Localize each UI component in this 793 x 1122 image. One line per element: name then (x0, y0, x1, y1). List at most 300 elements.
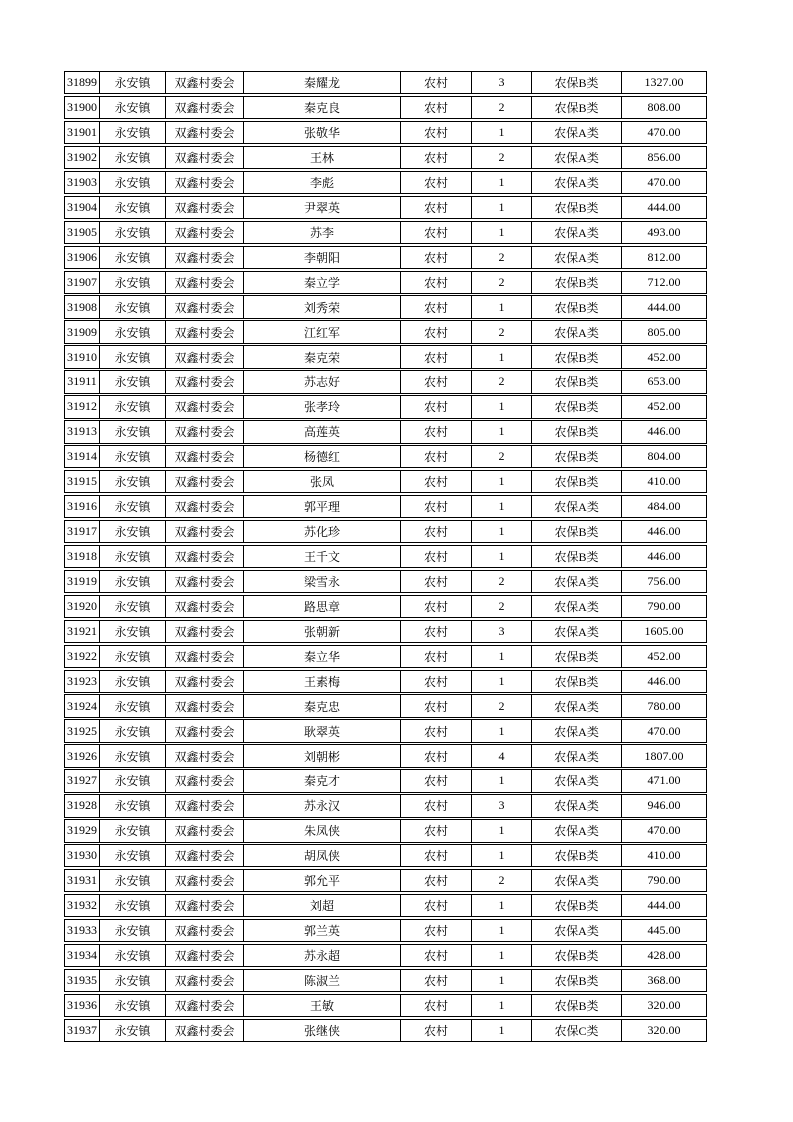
cell-amount: 712.00 (647, 274, 681, 289)
cell-town: 永安镇 (100, 945, 166, 966)
cell-town: 永安镇 (100, 870, 166, 891)
table-row (64, 470, 707, 493)
cell-insurance-class: 农保A类 (532, 571, 622, 592)
cell-insurance-class: 农保A类 (532, 621, 622, 642)
cell-village-committee: 双鑫村委会 (166, 1020, 244, 1041)
cell-person-count: 1 (472, 296, 532, 317)
cell-person-count: 1 (472, 396, 532, 417)
cell-town: 永安镇 (100, 72, 166, 93)
cell-amount: 1807.00 (644, 748, 684, 763)
cell-village-committee: 双鑫村委会 (166, 147, 244, 168)
cell-household-type: 农村 (401, 720, 472, 741)
cell-record-id: 31922 (65, 646, 100, 667)
cell-amount: 780.00 (647, 698, 681, 713)
cell-household-type: 农村 (401, 795, 472, 816)
cell-insurance-class: 农保A类 (532, 920, 622, 941)
cell-insurance-class: 农保A类 (532, 745, 622, 766)
cell-record-id: 31906 (65, 247, 100, 268)
cell-village-committee: 双鑫村委会 (166, 321, 244, 342)
cell-village-committee: 双鑫村委会 (166, 247, 244, 268)
table-row (64, 395, 707, 418)
cell-insurance-class: 农保B类 (532, 396, 622, 417)
cell-village-committee: 双鑫村委会 (166, 222, 244, 243)
table-row (64, 345, 707, 368)
cell-insurance-class: 农保B类 (532, 895, 622, 916)
cell-person-name: 郭兰英 (244, 920, 401, 941)
cell-amount: 446.00 (647, 424, 681, 439)
table-row (64, 320, 707, 343)
cell-person-name: 张孝玲 (244, 396, 401, 417)
cell-household-type: 农村 (401, 870, 472, 891)
table-row (64, 121, 707, 144)
cell-town: 永安镇 (100, 820, 166, 841)
cell-insurance-class: 农保A类 (532, 720, 622, 741)
cell-amount: 756.00 (647, 573, 681, 588)
cell-village-committee: 双鑫村委会 (166, 172, 244, 193)
cell-person-name: 梁雪永 (244, 571, 401, 592)
cell-person-count: 4 (472, 745, 532, 766)
cell-person-name: 张凤 (244, 471, 401, 492)
cell-town: 永安镇 (100, 97, 166, 118)
cell-person-count: 1 (472, 820, 532, 841)
cell-village-committee: 双鑫村委会 (166, 446, 244, 467)
cell-record-id: 31923 (65, 671, 100, 692)
cell-household-type: 农村 (401, 247, 472, 268)
cell-person-count: 1 (472, 995, 532, 1016)
cell-amount: 493.00 (647, 224, 681, 239)
cell-insurance-class: 农保B类 (532, 346, 622, 367)
cell-town: 永安镇 (100, 496, 166, 517)
table-row (64, 295, 707, 318)
cell-insurance-class: 农保B类 (532, 272, 622, 293)
cell-insurance-class: 农保A类 (532, 247, 622, 268)
cell-person-name: 刘秀荣 (244, 296, 401, 317)
cell-insurance-class: 农保B类 (532, 995, 622, 1016)
cell-household-type: 农村 (401, 446, 472, 467)
cell-person-count: 1 (472, 222, 532, 243)
cell-town: 永安镇 (100, 247, 166, 268)
table-row (64, 1019, 707, 1042)
cell-village-committee: 双鑫村委会 (166, 296, 244, 317)
cell-insurance-class: 农保B类 (532, 72, 622, 93)
cell-person-count: 1 (472, 471, 532, 492)
cell-person-name: 王素梅 (244, 671, 401, 692)
cell-amount: 812.00 (647, 249, 681, 264)
table-row (64, 271, 707, 294)
cell-person-count: 2 (472, 272, 532, 293)
table-row (64, 196, 707, 219)
cell-record-id: 31929 (65, 820, 100, 841)
cell-record-id: 31902 (65, 147, 100, 168)
cell-village-committee: 双鑫村委会 (166, 471, 244, 492)
cell-village-committee: 双鑫村委会 (166, 546, 244, 567)
cell-town: 永安镇 (100, 172, 166, 193)
cell-village-committee: 双鑫村委会 (166, 920, 244, 941)
cell-household-type: 农村 (401, 496, 472, 517)
cell-town: 永安镇 (100, 845, 166, 866)
cell-person-name: 高莲英 (244, 421, 401, 442)
cell-person-count: 3 (472, 621, 532, 642)
cell-record-id: 31915 (65, 471, 100, 492)
cell-person-name: 杨德红 (244, 446, 401, 467)
cell-amount: 428.00 (647, 948, 681, 962)
cell-insurance-class: 农保B类 (532, 646, 622, 667)
cell-person-name: 张继侠 (244, 1020, 401, 1041)
cell-amount: 410.00 (647, 848, 681, 863)
cell-person-count: 1 (472, 496, 532, 517)
cell-amount: 446.00 (647, 524, 681, 539)
cell-town: 永安镇 (100, 272, 166, 293)
cell-insurance-class: 农保B类 (532, 371, 622, 392)
cell-record-id: 31927 (65, 770, 100, 791)
table-row (64, 769, 707, 792)
cell-village-committee: 双鑫村委会 (166, 346, 244, 367)
cell-record-id: 31930 (65, 845, 100, 866)
cell-person-count: 1 (472, 172, 532, 193)
cell-person-count: 3 (472, 795, 532, 816)
cell-person-name: 秦克良 (244, 97, 401, 118)
cell-insurance-class: 农保B类 (532, 546, 622, 567)
cell-amount: 410.00 (647, 474, 681, 489)
table-row (64, 869, 707, 892)
cell-person-name: 郭平理 (244, 496, 401, 517)
cell-town: 永安镇 (100, 646, 166, 667)
cell-household-type: 农村 (401, 471, 472, 492)
cell-person-name: 秦克才 (244, 770, 401, 791)
cell-amount: 470.00 (647, 723, 681, 738)
cell-person-count: 1 (472, 521, 532, 542)
cell-household-type: 农村 (401, 272, 472, 293)
cell-village-committee: 双鑫村委会 (166, 820, 244, 841)
cell-town: 永安镇 (100, 1020, 166, 1041)
cell-village-committee: 双鑫村委会 (166, 371, 244, 392)
cell-amount: 470.00 (647, 174, 681, 189)
cell-household-type: 农村 (401, 820, 472, 841)
cell-record-id: 31928 (65, 795, 100, 816)
table-row (64, 595, 707, 618)
cell-insurance-class: 农保A类 (532, 122, 622, 143)
cell-town: 永安镇 (100, 471, 166, 492)
cell-record-id: 31900 (65, 97, 100, 118)
cell-insurance-class: 农保B类 (532, 521, 622, 542)
cell-person-name: 苏志好 (244, 371, 401, 392)
cell-record-id: 31931 (65, 870, 100, 891)
cell-town: 永安镇 (100, 995, 166, 1016)
cell-insurance-class: 农保B类 (532, 197, 622, 218)
cell-village-committee: 双鑫村委会 (166, 745, 244, 766)
cell-household-type: 农村 (401, 995, 472, 1016)
cell-town: 永安镇 (100, 147, 166, 168)
cell-record-id: 31908 (65, 296, 100, 317)
table-row (64, 894, 707, 917)
cell-insurance-class: 农保B类 (532, 845, 622, 866)
cell-amount: 470.00 (647, 125, 681, 140)
cell-record-id: 31916 (65, 496, 100, 517)
cell-record-id: 31907 (65, 272, 100, 293)
cell-village-committee: 双鑫村委会 (166, 571, 244, 592)
cell-village-committee: 双鑫村委会 (166, 795, 244, 816)
cell-person-name: 苏永超 (244, 945, 401, 966)
cell-person-name: 路思章 (244, 596, 401, 617)
cell-village-committee: 双鑫村委会 (166, 72, 244, 93)
cell-town: 永安镇 (100, 770, 166, 791)
cell-amount: 444.00 (647, 898, 681, 913)
cell-village-committee: 双鑫村委会 (166, 496, 244, 517)
cell-person-name: 秦克忠 (244, 695, 401, 716)
cell-amount: 368.00 (647, 972, 681, 987)
cell-village-committee: 双鑫村委会 (166, 770, 244, 791)
cell-person-name: 刘朝彬 (244, 745, 401, 766)
cell-household-type: 农村 (401, 396, 472, 417)
cell-record-id: 31899 (65, 72, 100, 93)
cell-village-committee: 双鑫村委会 (166, 122, 244, 143)
cell-amount: 808.00 (647, 100, 681, 115)
cell-household-type: 农村 (401, 621, 472, 642)
table-row (64, 994, 707, 1017)
cell-person-name: 李彪 (244, 172, 401, 193)
cell-town: 永安镇 (100, 745, 166, 766)
cell-insurance-class: 农保A类 (532, 870, 622, 891)
cell-person-count: 2 (472, 596, 532, 617)
cell-amount: 452.00 (647, 349, 681, 364)
cell-record-id: 31932 (65, 895, 100, 916)
table-row (64, 744, 707, 767)
table-row (64, 520, 707, 543)
cell-record-id: 31901 (65, 122, 100, 143)
cell-record-id: 31905 (65, 222, 100, 243)
cell-person-count: 1 (472, 421, 532, 442)
cell-person-count: 2 (472, 321, 532, 342)
table-row (64, 694, 707, 717)
cell-town: 永安镇 (100, 596, 166, 617)
cell-amount: 790.00 (647, 598, 681, 613)
cell-household-type: 农村 (401, 845, 472, 866)
cell-insurance-class: 农保B类 (532, 945, 622, 966)
cell-person-count: 1 (472, 646, 532, 667)
cell-person-count: 1 (472, 720, 532, 741)
cell-record-id: 31917 (65, 521, 100, 542)
cell-person-count: 2 (472, 571, 532, 592)
cell-town: 永安镇 (100, 571, 166, 592)
table-row (64, 71, 707, 94)
cell-person-name: 李朝阳 (244, 247, 401, 268)
cell-amount: 444.00 (647, 199, 681, 214)
cell-village-committee: 双鑫村委会 (166, 945, 244, 966)
cell-record-id: 31909 (65, 321, 100, 342)
cell-town: 永安镇 (100, 920, 166, 941)
cell-person-count: 2 (472, 247, 532, 268)
cell-person-count: 1 (472, 1020, 532, 1041)
cell-household-type: 农村 (401, 695, 472, 716)
cell-household-type: 农村 (401, 296, 472, 317)
cell-record-id: 31926 (65, 745, 100, 766)
cell-person-count: 2 (472, 695, 532, 716)
cell-village-committee: 双鑫村委会 (166, 272, 244, 293)
cell-village-committee: 双鑫村委会 (166, 845, 244, 866)
cell-town: 永安镇 (100, 621, 166, 642)
cell-person-name: 陈淑兰 (244, 970, 401, 991)
cell-person-count: 2 (472, 97, 532, 118)
cell-insurance-class: 农保A类 (532, 147, 622, 168)
table-row (64, 221, 707, 244)
cell-village-committee: 双鑫村委会 (166, 870, 244, 891)
cell-village-committee: 双鑫村委会 (166, 895, 244, 916)
cell-insurance-class: 农保A类 (532, 770, 622, 791)
cell-village-committee: 双鑫村委会 (166, 671, 244, 692)
cell-household-type: 农村 (401, 97, 472, 118)
cell-person-count: 1 (472, 970, 532, 991)
cell-amount: 1327.00 (644, 75, 684, 90)
cell-amount: 790.00 (647, 873, 681, 888)
cell-person-count: 1 (472, 122, 532, 143)
table-row (64, 495, 707, 518)
cell-household-type: 农村 (401, 596, 472, 617)
cell-household-type: 农村 (401, 546, 472, 567)
cell-household-type: 农村 (401, 521, 472, 542)
cell-record-id: 31933 (65, 920, 100, 941)
cell-village-committee: 双鑫村委会 (166, 621, 244, 642)
cell-person-count: 1 (472, 197, 532, 218)
cell-town: 永安镇 (100, 421, 166, 442)
cell-person-name: 秦耀龙 (244, 72, 401, 93)
cell-household-type: 农村 (401, 122, 472, 143)
table-row (64, 146, 707, 169)
cell-household-type: 农村 (401, 421, 472, 442)
cell-person-name: 王敏 (244, 995, 401, 1016)
cell-town: 永安镇 (100, 446, 166, 467)
cell-person-count: 1 (472, 770, 532, 791)
cell-person-name: 苏李 (244, 222, 401, 243)
cell-village-committee: 双鑫村委会 (166, 197, 244, 218)
table-row (64, 919, 707, 942)
cell-household-type: 农村 (401, 745, 472, 766)
cell-person-count: 1 (472, 845, 532, 866)
cell-amount: 444.00 (647, 299, 681, 314)
table-row (64, 246, 707, 269)
cell-insurance-class: 农保A类 (532, 321, 622, 342)
cell-amount: 856.00 (647, 150, 681, 164)
cell-insurance-class: 农保A类 (532, 820, 622, 841)
cell-record-id: 31914 (65, 446, 100, 467)
table-row (64, 719, 707, 742)
cell-household-type: 农村 (401, 1020, 472, 1041)
cell-person-name: 王林 (244, 147, 401, 168)
cell-village-committee: 双鑫村委会 (166, 596, 244, 617)
cell-household-type: 农村 (401, 945, 472, 966)
cell-record-id: 31925 (65, 720, 100, 741)
cell-record-id: 31903 (65, 172, 100, 193)
cell-person-count: 2 (472, 870, 532, 891)
table-row (64, 445, 707, 468)
cell-town: 永安镇 (100, 396, 166, 417)
table-row (64, 96, 707, 119)
cell-town: 永安镇 (100, 222, 166, 243)
cell-village-committee: 双鑫村委会 (166, 970, 244, 991)
table-row (64, 844, 707, 867)
cell-household-type: 农村 (401, 646, 472, 667)
cell-person-name: 胡凤侠 (244, 845, 401, 866)
cell-person-name: 郭允平 (244, 870, 401, 891)
cell-person-name: 张朝新 (244, 621, 401, 642)
cell-record-id: 31935 (65, 970, 100, 991)
cell-person-count: 1 (472, 671, 532, 692)
cell-household-type: 农村 (401, 895, 472, 916)
cell-record-id: 31919 (65, 571, 100, 592)
cell-insurance-class: 农保B类 (532, 471, 622, 492)
cell-insurance-class: 农保A类 (532, 172, 622, 193)
table-row (64, 794, 707, 817)
cell-household-type: 农村 (401, 346, 472, 367)
cell-person-count: 1 (472, 546, 532, 567)
cell-person-count: 1 (472, 346, 532, 367)
cell-person-name: 朱凤侠 (244, 820, 401, 841)
cell-person-count: 2 (472, 147, 532, 168)
table-row (64, 819, 707, 842)
cell-person-name: 尹翠英 (244, 197, 401, 218)
cell-amount: 653.00 (647, 374, 681, 389)
cell-town: 永安镇 (100, 296, 166, 317)
table-row (64, 545, 707, 568)
cell-record-id: 31904 (65, 197, 100, 218)
cell-person-name: 王千文 (244, 546, 401, 567)
cell-record-id: 31913 (65, 421, 100, 442)
cell-household-type: 农村 (401, 321, 472, 342)
cell-person-name: 张敬华 (244, 122, 401, 143)
cell-household-type: 农村 (401, 770, 472, 791)
cell-town: 永安镇 (100, 371, 166, 392)
cell-household-type: 农村 (401, 147, 472, 168)
cell-insurance-class: 农保A类 (532, 795, 622, 816)
cell-town: 永安镇 (100, 970, 166, 991)
cell-insurance-class: 农保A类 (532, 695, 622, 716)
cell-household-type: 农村 (401, 920, 472, 941)
cell-town: 永安镇 (100, 321, 166, 342)
cell-amount: 471.00 (647, 773, 681, 788)
cell-town: 永安镇 (100, 695, 166, 716)
cell-amount: 452.00 (647, 648, 681, 663)
table-row (64, 420, 707, 443)
cell-record-id: 31924 (65, 695, 100, 716)
cell-record-id: 31921 (65, 621, 100, 642)
cell-insurance-class: 农保A类 (532, 596, 622, 617)
cell-household-type: 农村 (401, 72, 472, 93)
cell-village-committee: 双鑫村委会 (166, 646, 244, 667)
cell-person-count: 1 (472, 920, 532, 941)
cell-amount: 946.00 (647, 798, 681, 813)
cell-record-id: 31912 (65, 396, 100, 417)
cell-insurance-class: 农保B类 (532, 97, 622, 118)
table-row (64, 370, 707, 393)
cell-person-name: 秦立学 (244, 272, 401, 293)
cell-village-committee: 双鑫村委会 (166, 720, 244, 741)
cell-amount: 805.00 (647, 324, 681, 339)
cell-person-name: 苏永汉 (244, 795, 401, 816)
cell-insurance-class: 农保C类 (532, 1020, 622, 1041)
table-row (64, 645, 707, 668)
cell-record-id: 31934 (65, 945, 100, 966)
cell-amount: 446.00 (647, 673, 681, 688)
cell-village-committee: 双鑫村委会 (166, 995, 244, 1016)
cell-town: 永安镇 (100, 346, 166, 367)
cell-amount: 452.00 (647, 399, 681, 414)
table-row (64, 670, 707, 693)
table-row (64, 171, 707, 194)
cell-person-name: 耿翠英 (244, 720, 401, 741)
cell-village-committee: 双鑫村委会 (166, 396, 244, 417)
cell-town: 永安镇 (100, 546, 166, 567)
cell-record-id: 31936 (65, 995, 100, 1016)
table-row (64, 969, 707, 992)
